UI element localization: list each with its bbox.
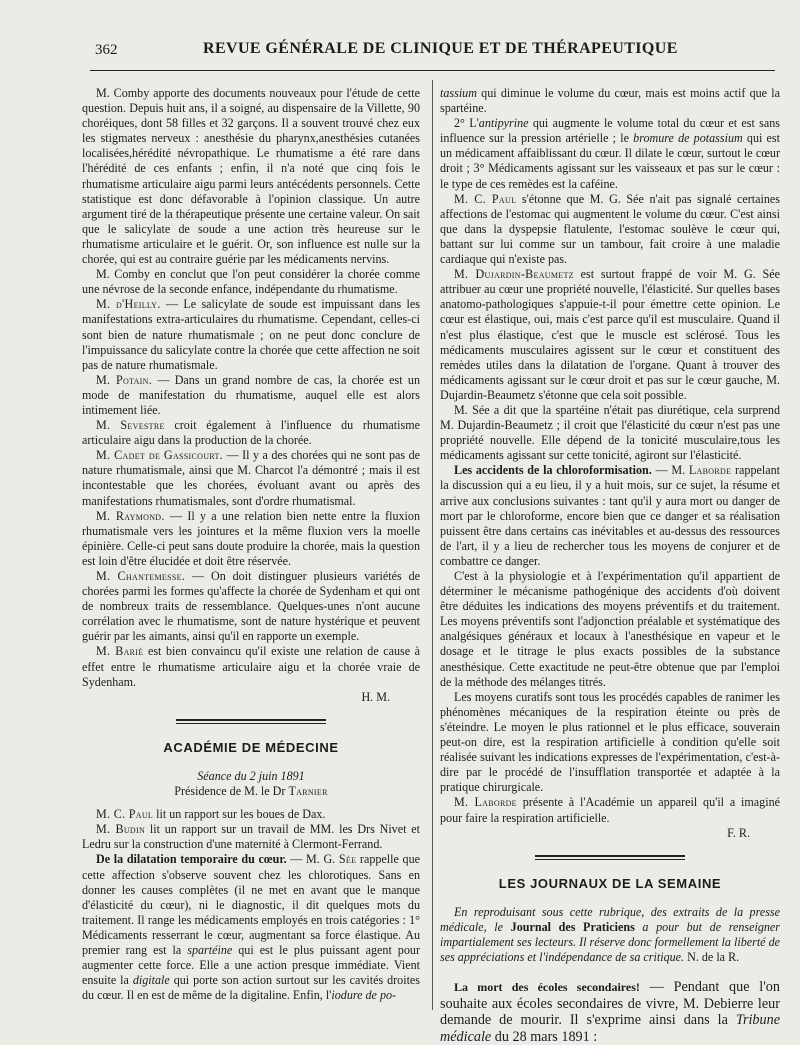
column-divider xyxy=(432,80,433,1010)
paragraph: Les accidents de la chloroformisation. — M. Laborde rappelant la discussion qui a eu lieu, il y a huit mois, sur ce sujet, la résume et arrive aux conclusions suivantes : tant qu'il y aura mort ou danger de mort par le chloroforme, encore bien que ce danger et sa réalisation puissent être dans certains cas inévitables et au-dessus des ressources de l'art, il y a lieu de rechercher tous les moyens de conjurer et de combattre ce danger. xyxy=(440,463,780,568)
section-divider xyxy=(176,719,326,724)
page-number: 362 xyxy=(95,42,118,58)
paragraph: Les moyens curatifs sont tous les procédés capables de ranimer les phénomènes mécaniques de la respiration éteinte ou près de s'éteindre. Le moyen le plus rationnel et le plus efficace, souverain peut-on dire, est la respiration artificielle à condition qu'elle soit réalisée suivant les indications expresses de l'expérimentation, c'est-à-dire par le procédé de l'insufflation transportée et adaptée à la pratique chirurgicale. xyxy=(440,689,780,795)
paragraph: M. Dujardin-Beaumetz est surtout frappé de voir M. G. Sée attribuer au cœur une propriété nouvelle, l'élasticité. Sur quelles bases anatomo-pathologiques s'appuie-t-il pour émettre cette opinion. Le cœur est élastique, oui, mais c'est parce qu'il est musculaire. Quand il n'est plus élastique, c'est que le muscle est sclérosé. Tous les médicaments musculaires agissent sur le cœur et constituent des remèdes utiles dans la dilatation de l'organe. Quant à trouver des médicaments agissant sur le cœur droit et pas sur le cœur gauche, M. Dujardin-Beaumetz s'étonne que cela soit possible. xyxy=(440,267,780,402)
signature: H. M. xyxy=(361,689,390,704)
seance-date: Séance du 2 juin 1891 xyxy=(197,768,305,783)
signature: F. R. xyxy=(727,825,750,840)
topic-title: Les accidents de la chloroformisation. xyxy=(454,463,652,478)
topic-title: La mort des écoles secondaires! xyxy=(454,980,640,995)
section-divider xyxy=(535,855,685,860)
paragraph: M. Laborde présente à l'Académie un appareil qu'il a imaginé pour faire la respiration artificielle. xyxy=(440,795,780,825)
right-column xyxy=(440,86,780,1045)
paragraph: M. C. Paul lit un rapport sur les boues de Dax. xyxy=(96,807,326,822)
paragraph: tassium qui diminue le volume du cœur, mais est moins actif que la spartéine. xyxy=(440,86,780,116)
paragraph: M. Comby apporte des documents nouveaux pour l'étude de cette question. Depuis huit ans, il a soigné, au dispensaire de la Villette, 90 choréiques, dont 58 filles et 32 garçons. Il a souvent trouvé chez eux les stigmates nerveux : anesthésie du pharynx,anesthésies cutanées localisées,hérédité névropathique. Le rhumatisme a été rare dans l'hérédité de ces enfants ; enfin, il n'a noté que cinq fois le rhumatisme articulaire aigu parmi leurs antécédents personnels. Cette statistique est donc défavorable à l'opinion classique. Un autre argument tiré de la thérapeutique présente une certaine valeur. On sait que le salicylate de soude a une action très heureuse sur le rhumatisme articulaire et le guérit. Or, son influence est nulle sur la chorée, qui est au contraire guérie par les médicaments nervins. xyxy=(82,86,420,267)
header-rule xyxy=(90,70,775,71)
speaker-name: M. Potain. xyxy=(96,372,153,387)
speaker-name: M. C. Paul xyxy=(96,807,154,822)
speaker-name: M. Raymond. xyxy=(96,508,165,523)
signature-row xyxy=(440,826,780,841)
speaker-name: M. Laborde xyxy=(454,795,517,810)
speaker-name: M. C. Paul xyxy=(454,191,517,206)
paragraph: C'est à la physiologie et à l'expérimentation qu'il appartient de déterminer le mécanisme pathogénique des accidents d'où doivent être déduites les indications des moyens préventifs et du traitement. Les moyens préventifs sont l'adjonction préalable et systématique des analgésiques généraux et locaux à l'anesthésique en vapeur et le dosage et le titrage le plus exacts possibles de la substance anesthésique. Cette exactitude ne peut-être obtenue que par l'emploi de la méthode des mélanges titrés. xyxy=(440,569,780,689)
paragraph: M. Sevestre croit également à l'influence du rhumatisme articulaire aigu dans la production de la chorée. xyxy=(82,418,420,448)
paragraph: M. d'Heilly. — Le salicylate de soude est impuissant dans les manifestations extra-articulaires du rhumatisme. Cependant, celles-ci sont bien de nature rhumatismale ; on ne peut donc conclure de l'impuissance du salicylate contre la chorée que cette affection ne soit pas de nature rhumatismale. xyxy=(82,297,420,372)
paragraph: De la dilatation temporaire du cœur. — M. G. Sée rappelle que cette affection s'observe souvent chez les chlorotiques. Sans en donner les causes complètes (il ne met en avant que le manque d'élasticité du cœur), ni le diagnostic, il dit quelques mots du traitement. Il range les médicaments employés en trois catégories : 1° Médicaments resserrant le cœur, augmentant sa force élastique. Au premier rang est la spartéine qui est le plus puissant agent pour augmenter cette force. Elle a une action presque immédiate. Vient ensuite la digitale qui porte son action surtout sur les cavités droites du cœur. Il en est de même de la digitaline. Enfin, l'iodure de po- xyxy=(82,852,420,1003)
speaker-name: M. Dujardin-Beaumetz xyxy=(454,267,574,282)
rubric-intro: En reproduisant sous cette rubrique, des extraits de la presse médicale, le Journal des Praticiens a pour but de renseigner impartialement ses lecteurs. Il réserve donc formellement la liberté de ses appréciations et l'indépendance de sa critique. N. de la R. xyxy=(440,904,780,965)
paragraph: La mort des écoles secondaires! — Pendant que l'on souhaite aux écoles secondaires de vivre, M. Debierre leur demande de mourir. Il s'exprime ainsi dans la Tribune médicale du 28 mars 1891 : xyxy=(440,979,780,1045)
paragraph: M. Budin lit un rapport sur un travail de MM. les Drs Nivet et Ledru sur la construction d'une maternité à Clermont-Ferrand. xyxy=(82,822,420,852)
paragraph: M. C. Paul s'étonne que M. G. Sée n'ait pas signalé certaines affections de l'estomac qui augmentent le volume du cœur. C'est ainsi que dans la dyspepsie flatulente, l'estomac soulève le cœur qui, battant sur lui comme sur un tambour, fait croire à une maladie cardiaque qui n'existe pas. xyxy=(440,191,780,267)
paragraph: M. Chantemesse. — On doit distinguer plusieurs variétés de chorées parmi les formes qu'affecte la chorée de Sydenham et qui ont de nombreux traits de ressemblance. Quelques-unes n'ont aucune corrélation avec le rhumatisme, sont de nature hystérique et peuvent guérir par les aimants, ainsi qu'il en rapporte un exemple. xyxy=(82,569,420,644)
paragraph: M. Comby en conclut que l'on peut considérer la chorée comme une névrose de la seconde enfance, indépendante du rhumatisme. xyxy=(82,267,420,297)
paragraph: M. Barié est bien convaincu qu'il existe une relation de cause à effet entre le rhumatisme articulaire aigu et la chorée vraie de Sydenham. xyxy=(82,644,420,689)
speaker-name: M. Sevestre xyxy=(96,418,165,433)
speaker-name: M. Budin xyxy=(96,822,146,837)
paragraph: M. Cadet de Gassicourt. — Il y a des chorées qui ne sont pas de nature rhumatismale, ainsi que M. Charcot l'a démontré ; mais il est incontestable que les chorées, évoluant avant ou après des manifestations rhumatismales, sont d'ordre rhumatismal. xyxy=(82,448,420,508)
left-column xyxy=(82,86,420,1003)
section-heading-journaux: LES JOURNAUX DE LA SEMAINE xyxy=(498,875,722,891)
paragraph: M. Sée a dit que la spartéine n'était pas diurétique, cela surprend M. Dujardin-Beaumetz ; il croit que l'élasticité du cœur n'est pas une propriété nouvelle. Elle dépend de la tonicité musculaire,tous les médicaments agissant sur cette tonicité, agiront sur l'élasticité. xyxy=(440,402,780,463)
speaker-name: M. d'Heilly. xyxy=(96,297,161,312)
paragraph: M. Potain. — Dans un grand nombre de cas, la chorée est un mode de manifestation du rhumatisme, auquel elle est alors intimement liée. xyxy=(82,372,420,417)
speaker-name: M. Cadet de Gassicourt. xyxy=(96,448,223,463)
presidence-line: Présidence de M. le Dr Tarnier xyxy=(174,784,328,799)
signature-row xyxy=(82,690,420,705)
speaker-name: M. Barié xyxy=(96,644,144,659)
paragraph: M. Raymond. — Il y a une relation bien nette entre la fluxion rhumatismale vers les jointures et la même fluxion vers la moelle épinière. Celle-ci peut sans doute produire la chorée, mais la question est loin d'être élucidée et doit être réservée. xyxy=(82,508,420,568)
speaker-name: Sée xyxy=(338,852,357,867)
running-title: REVUE GÉNÉRALE DE CLINIQUE ET DE THÉRAPEUTIQUE xyxy=(203,40,678,57)
page-header xyxy=(95,38,775,64)
section-heading-academie: ACADÉMIE DE MÉDECINE xyxy=(163,739,339,755)
speaker-name: Laborde xyxy=(688,463,732,478)
speaker-name: M. Chantemesse. xyxy=(96,569,186,583)
paragraph: 2° L'antipyrine qui augmente le volume total du cœur et est sans influence sur la pression artérielle ; le bromure de potassium qui est un médicament affaiblissant du cœur. Il dilate le cœur, surtout le cœur droit ; 3° Médicaments agissant sur les vaisseaux et pas sur le cœur : le type de ces remèdes est la caféine. xyxy=(440,116,780,191)
topic-title: De la dilatation temporaire du cœur. xyxy=(96,852,287,867)
